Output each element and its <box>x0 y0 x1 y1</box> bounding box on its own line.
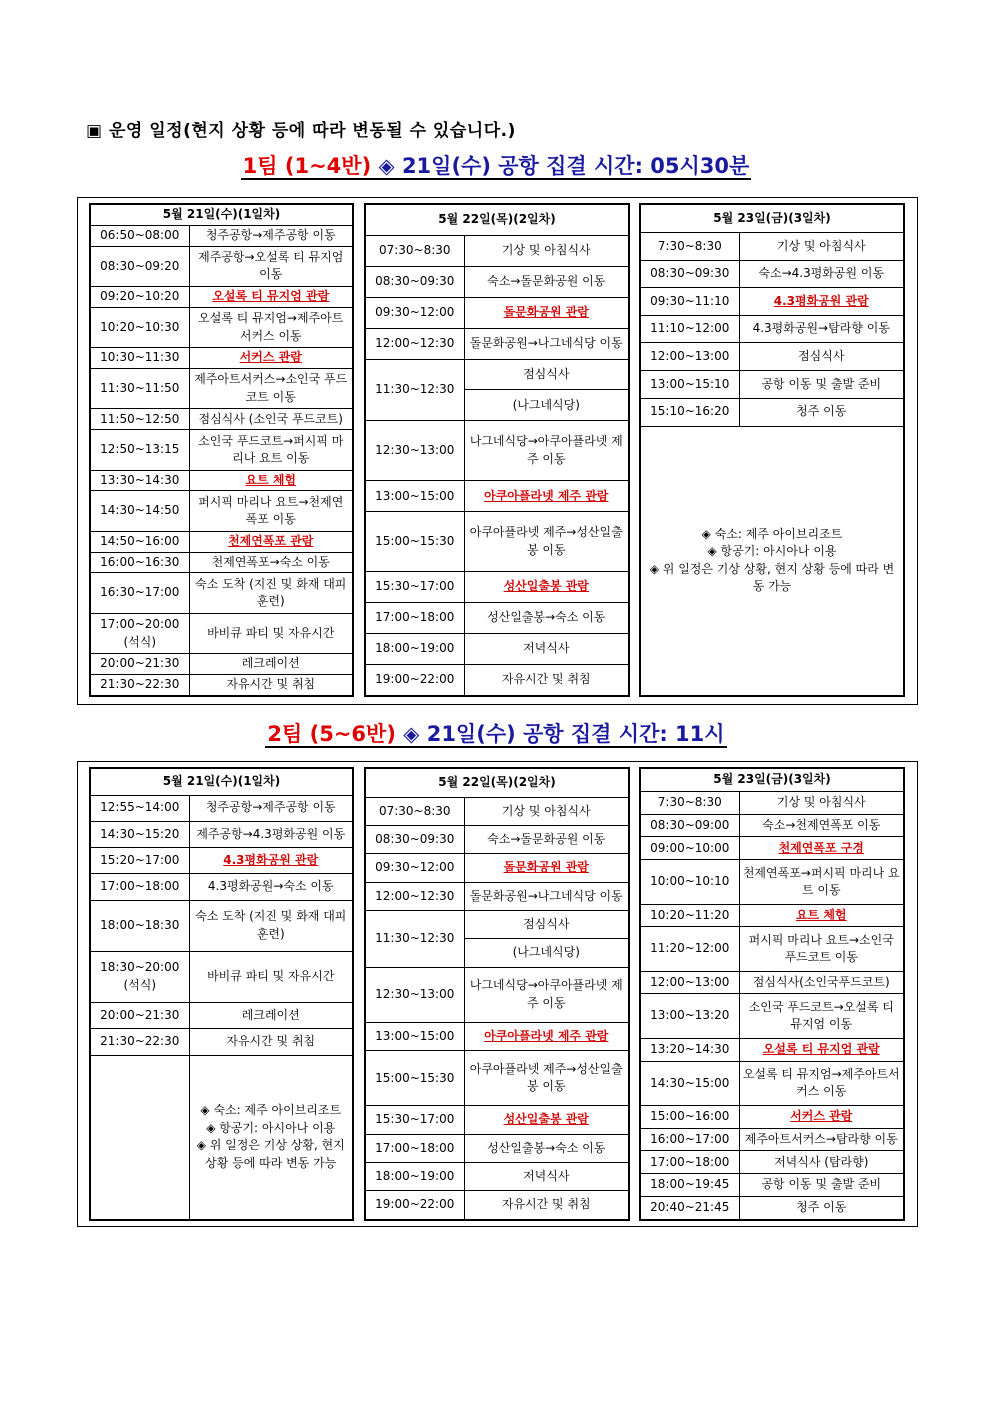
activity-cell: 오설록 티 뮤지엄→제주아트서커스 이동 <box>189 307 353 347</box>
activity-cell: 자유시간 및 취침 <box>464 1191 629 1220</box>
time-cell: 7:30~8:30 <box>640 791 739 814</box>
activity-cell: 기상 및 아침식사 <box>464 797 629 825</box>
note-item: ◈ 위 일정은 기상 상황, 현지 상황 등에 따라 변동 가능 <box>196 1138 345 1170</box>
table-row <box>640 1061 904 1105</box>
table-row <box>640 1038 904 1061</box>
table-row <box>365 1162 629 1190</box>
time-cell: 13:30~14:30 <box>90 470 189 491</box>
activity-cell: 오설록 티 뮤지엄→제주아트서커스 이동 <box>739 1061 904 1105</box>
activity-cell-highlight: 아쿠아플라넷 제주 관람 <box>464 481 629 512</box>
activity-cell: 자유시간 및 취침 <box>189 675 353 696</box>
time-cell: 07:30~8:30 <box>365 236 464 267</box>
table-row <box>640 343 904 371</box>
activity-cell-highlight: 요트 체험 <box>189 470 353 491</box>
activity-cell-highlight: 성산일출봉 관람 <box>464 572 629 603</box>
activity-cell: 성산일출봉→숙소 이동 <box>464 603 629 634</box>
table-row <box>640 315 904 343</box>
time-cell: 12:00~13:00 <box>640 971 739 994</box>
table-row <box>365 825 629 853</box>
notes-cell <box>189 1055 353 1220</box>
activity-cell: 숙소→돌문화공원 이동 <box>464 267 629 298</box>
activity-cell: 공항 이동 및 출발 준비 <box>739 371 904 399</box>
table-row <box>365 910 629 938</box>
activity-cell: 점심식사 <box>464 359 629 390</box>
time-cell: 20:00~21:30 <box>90 1002 189 1028</box>
table-row <box>90 900 353 951</box>
team2-day1-table <box>89 767 354 1221</box>
time-cell: 13:20~14:30 <box>640 1038 739 1061</box>
table-row <box>90 409 353 430</box>
table-row <box>90 225 353 246</box>
time-cell: 17:00~18:00 <box>640 1151 739 1174</box>
table-row <box>640 288 904 316</box>
day-header: 5월 22일(목)(2일차) <box>365 204 629 236</box>
team2-day2-table <box>364 767 630 1221</box>
time-cell: 13:00~15:10 <box>640 371 739 399</box>
table-row <box>365 359 629 390</box>
activity-cell: 천제연폭포→퍼시픽 마리나 요트 이동 <box>739 860 904 904</box>
time-cell: 18:00~19:45 <box>640 1174 739 1197</box>
table-row <box>640 1128 904 1151</box>
table-row <box>365 572 629 603</box>
activity-cell-highlight: 요트 체험 <box>739 904 904 927</box>
activity-cell: 저녁식사 <box>464 1162 629 1190</box>
time-cell: 09:30~12:00 <box>365 297 464 328</box>
activity-cell-highlight: 돌문화공원 관람 <box>464 297 629 328</box>
day-header: 5월 22일(목)(2일차) <box>365 768 629 797</box>
table-row <box>90 491 353 531</box>
time-cell: 09:30~12:00 <box>365 854 464 882</box>
activity-cell: 청주공항→제주공항 이동 <box>189 795 353 821</box>
table-row <box>90 654 353 675</box>
activity-cell: 숙소→돌문화공원 이동 <box>464 825 629 853</box>
activity-cell: 제주공항→4.3평화공원 이동 <box>189 821 353 847</box>
activity-cell: 숙소 도착 (지진 및 화재 대피 훈련) <box>189 573 353 613</box>
table-row <box>90 675 353 696</box>
activity-cell: 점심식사 <box>739 343 904 371</box>
time-cell: 08:30~09:30 <box>640 260 739 288</box>
table-row <box>90 246 353 286</box>
activity-cell: 제주아트서커스→탐라향 이동 <box>739 1128 904 1151</box>
table-row <box>90 348 353 369</box>
time-cell: 09:30~11:10 <box>640 288 739 316</box>
time-cell: 09:20~10:20 <box>90 287 189 308</box>
note-item: ◈ 위 일정은 기상 상황, 현지 상황 등에 따라 변동 가능 <box>649 561 895 594</box>
activity-cell: 자유시간 및 취침 <box>464 664 629 696</box>
table-row <box>365 967 629 1022</box>
table-row <box>365 603 629 634</box>
table-row <box>90 573 353 613</box>
time-cell: 13:00~15:00 <box>365 481 464 512</box>
activity-cell: 청주 이동 <box>739 398 904 426</box>
time-cell: 21:30~22:30 <box>90 675 189 696</box>
time-cell: 13:00~13:20 <box>640 994 739 1038</box>
activity-cell: 바비큐 파티 및 자유시간 <box>189 951 353 1002</box>
activity-cell: 숙소 도착 (지진 및 화재 대피 훈련) <box>189 900 353 951</box>
activity-cell-highlight: 서커스 관람 <box>189 348 353 369</box>
time-cell: 15:00~16:00 <box>640 1105 739 1128</box>
time-cell: 16:00~16:30 <box>90 552 189 573</box>
activity-cell: 공항 이동 및 출발 준비 <box>739 1174 904 1197</box>
table-row <box>90 552 353 573</box>
table-row <box>90 1029 353 1055</box>
time-cell: 21:30~22:30 <box>90 1029 189 1055</box>
team2-title-group: 2팀 (5~6반) <box>267 722 396 746</box>
activity-cell: 청주 이동 <box>739 1197 904 1220</box>
time-cell: 14:30~15:00 <box>640 1061 739 1105</box>
table-row <box>90 613 353 653</box>
table-row <box>90 369 353 409</box>
time-cell: 13:00~15:00 <box>365 1022 464 1050</box>
time-cell: 14:30~15:20 <box>90 821 189 847</box>
activity-cell-sub: (나그네식당) <box>464 390 629 421</box>
activity-cell-highlight: 오설록 티 뮤지엄 관람 <box>739 1038 904 1061</box>
time-cell: 7:30~8:30 <box>640 232 739 260</box>
activity-cell: 제주아트서커스→소인국 푸드코트 이동 <box>189 369 353 409</box>
time-cell: 11:50~12:50 <box>90 409 189 430</box>
team1-title <box>0 150 992 180</box>
table-row <box>365 633 629 664</box>
table-row <box>90 430 353 470</box>
notes-row <box>640 426 904 696</box>
team1-day3-table <box>639 203 905 697</box>
team2-day3-table <box>639 767 905 1221</box>
table-row <box>640 232 904 260</box>
table-row <box>90 951 353 1002</box>
activity-cell: 자유시간 및 취침 <box>189 1029 353 1055</box>
note-item: ◈ 숙소: 제주 아이브리조트 <box>200 1103 342 1118</box>
table-row <box>640 1197 904 1220</box>
time-cell: 08:30~09:20 <box>90 246 189 286</box>
table-row <box>640 1151 904 1174</box>
table-row <box>365 1022 629 1050</box>
time-cell: 12:50~13:15 <box>90 430 189 470</box>
time-cell: 08:30~09:00 <box>640 814 739 837</box>
table-row <box>640 814 904 837</box>
time-cell: 15:00~15:30 <box>365 1051 464 1106</box>
activity-cell: 숙소→4.3평화공원 이동 <box>739 260 904 288</box>
day-header: 5월 21일(수)(1일차) <box>90 204 353 225</box>
activity-cell-highlight: 오설록 티 뮤지엄 관람 <box>189 287 353 308</box>
table-row <box>90 531 353 552</box>
time-cell: 15:30~17:00 <box>365 1106 464 1134</box>
table-row <box>365 1191 629 1220</box>
table-row <box>640 398 904 426</box>
team1-title-group: 1팀 (1~4반) <box>242 154 372 178</box>
team1-title-meeting: ◈ 21일(수) 공항 집결 시간: 05시30분 <box>378 154 750 178</box>
note-item: ◈ 항공기: 아시아나 이용 <box>707 544 837 559</box>
table-row <box>640 260 904 288</box>
time-cell: 12:00~12:30 <box>365 882 464 910</box>
time-cell: 17:00~18:00 <box>90 874 189 900</box>
activity-cell-highlight: 4.3평화공원 관람 <box>189 848 353 874</box>
table-row <box>90 848 353 874</box>
activity-cell: 퍼시픽 마리나 요트→소인국 푸드코트 이동 <box>739 927 904 971</box>
activity-cell: 저녁식사 (탐라향) <box>739 1151 904 1174</box>
day-header: 5월 23일(금)(3일차) <box>640 768 904 791</box>
time-cell: 08:30~09:30 <box>365 825 464 853</box>
activity-cell: 돌문화공원→나그네식당 이동 <box>464 882 629 910</box>
activity-cell: 청주공항→제주공항 이동 <box>189 225 353 246</box>
table-row <box>90 874 353 900</box>
time-cell: 10:20~11:20 <box>640 904 739 927</box>
day-header: 5월 23일(금)(3일차) <box>640 204 904 232</box>
table-row <box>365 236 629 267</box>
activity-cell-highlight: 서커스 관람 <box>739 1105 904 1128</box>
time-cell: 15:20~17:00 <box>90 848 189 874</box>
note-item: ◈ 숙소: 제주 아이브리조트 <box>701 526 843 541</box>
activity-cell: 저녁식사 <box>464 633 629 664</box>
time-cell: 17:00~18:00 <box>365 1134 464 1162</box>
time-cell: 18:00~18:30 <box>90 900 189 951</box>
activity-cell: 점심식사 (소인국 푸드코트) <box>189 409 353 430</box>
activity-cell: 점심식사 <box>464 910 629 938</box>
activity-cell: 천제연폭포→숙소 이동 <box>189 552 353 573</box>
table-row <box>640 927 904 971</box>
notes-cell <box>640 426 904 696</box>
time-cell: 18:00~19:00 <box>365 1162 464 1190</box>
table-row <box>365 1134 629 1162</box>
activity-cell-highlight: 아쿠아플라넷 제주 관람 <box>464 1022 629 1050</box>
table-row <box>90 795 353 821</box>
time-cell: 15:10~16:20 <box>640 398 739 426</box>
time-cell: 06:50~08:00 <box>90 225 189 246</box>
time-cell: 11:10~12:00 <box>640 315 739 343</box>
table-row <box>365 481 629 512</box>
time-cell: 14:30~14:50 <box>90 491 189 531</box>
time-cell: 17:00~18:00 <box>365 603 464 634</box>
table-row <box>640 971 904 994</box>
team1-day2-table <box>364 203 630 697</box>
time-cell: 19:00~22:00 <box>365 664 464 696</box>
table-row <box>365 297 629 328</box>
time-cell: 12:55~14:00 <box>90 795 189 821</box>
activity-cell-highlight: 돌문화공원 관람 <box>464 854 629 882</box>
time-cell: 11:20~12:00 <box>640 927 739 971</box>
activity-cell: 4.3평화공원→탐라향 이동 <box>739 315 904 343</box>
table-row <box>90 470 353 491</box>
activity-cell: 기상 및 아침식사 <box>739 791 904 814</box>
time-cell: 20:40~21:45 <box>640 1197 739 1220</box>
time-cell: 12:30~13:00 <box>365 421 464 481</box>
team1-day1-table <box>89 203 354 697</box>
activity-cell: 퍼시픽 마리나 요트→천제연폭포 이동 <box>189 491 353 531</box>
table-row <box>365 1051 629 1106</box>
table-row <box>640 1174 904 1197</box>
activity-cell: 레크레이션 <box>189 654 353 675</box>
activity-cell: 나그네식당→아쿠아플라넷 제주 이동 <box>464 421 629 481</box>
time-cell: 11:30~12:30 <box>365 910 464 967</box>
activity-cell: 레크레이션 <box>189 1002 353 1028</box>
activity-cell: 돌문화공원→나그네식당 이동 <box>464 328 629 359</box>
activity-cell: 바비큐 파티 및 자유시간 <box>189 613 353 653</box>
time-cell: 16:30~17:00 <box>90 573 189 613</box>
table-row <box>365 421 629 481</box>
table-row <box>640 860 904 904</box>
activity-cell: 나그네식당→아쿠아플라넷 제주 이동 <box>464 967 629 1022</box>
team2-title <box>0 718 992 748</box>
day-header: 5월 21일(수)(1일차) <box>90 768 353 795</box>
activity-cell-sub: (나그네식당) <box>464 939 629 967</box>
activity-cell: 기상 및 아침식사 <box>739 232 904 260</box>
activity-cell: 아쿠아플라넷 제주→성산일출봉 이동 <box>464 512 629 572</box>
activity-cell: 4.3평화공원→숙소 이동 <box>189 874 353 900</box>
time-cell: 15:00~15:30 <box>365 512 464 572</box>
table-row <box>365 512 629 572</box>
activity-cell: 점심식사(소인국푸드코트) <box>739 971 904 994</box>
time-cell: 15:30~17:00 <box>365 572 464 603</box>
table-row <box>640 904 904 927</box>
time-cell: 14:50~16:00 <box>90 531 189 552</box>
time-cell: 10:00~10:10 <box>640 860 739 904</box>
table-row <box>365 797 629 825</box>
time-cell: 12:30~13:00 <box>365 967 464 1022</box>
activity-cell: 아쿠아플라넷 제주→성산일출봉 이동 <box>464 1051 629 1106</box>
table-row <box>90 287 353 308</box>
notes-blank-cell <box>90 1055 189 1220</box>
table-row <box>640 1105 904 1128</box>
activity-cell-highlight: 천제연폭포 관람 <box>189 531 353 552</box>
time-cell: 08:30~09:30 <box>365 267 464 298</box>
activity-cell: 기상 및 아침식사 <box>464 236 629 267</box>
note-item: ◈ 항공기: 아시아나 이용 <box>206 1120 336 1135</box>
time-cell: 16:00~17:00 <box>640 1128 739 1151</box>
table-row <box>90 1002 353 1028</box>
table-row <box>365 854 629 882</box>
time-cell: 12:00~13:00 <box>640 343 739 371</box>
notes-row <box>90 1055 353 1220</box>
section-heading: ▣ 운영 일정(현지 상황 등에 따라 변동될 수 있습니다.) <box>86 121 516 141</box>
table-row <box>365 267 629 298</box>
activity-cell-highlight: 성산일출봉 관람 <box>464 1106 629 1134</box>
activity-cell: 숙소→천제연폭포 이동 <box>739 814 904 837</box>
table-row <box>90 821 353 847</box>
activity-cell: 소인국 푸드코트→오설록 티 뮤지엄 이동 <box>739 994 904 1038</box>
time-cell: 18:00~19:00 <box>365 633 464 664</box>
activity-cell: 성산일출봉→숙소 이동 <box>464 1134 629 1162</box>
time-cell: 10:30~11:30 <box>90 348 189 369</box>
table-row <box>640 371 904 399</box>
time-cell: 10:20~10:30 <box>90 307 189 347</box>
table-row <box>90 307 353 347</box>
table-row <box>365 328 629 359</box>
table-row <box>365 1106 629 1134</box>
time-cell: 20:00~21:30 <box>90 654 189 675</box>
time-cell: 07:30~8:30 <box>365 797 464 825</box>
time-cell: 17:00~20:00 (석식) <box>90 613 189 653</box>
table-row <box>365 664 629 696</box>
time-cell: 11:30~12:30 <box>365 359 464 421</box>
time-cell: 11:30~11:50 <box>90 369 189 409</box>
table-row <box>640 837 904 860</box>
time-cell: 12:00~12:30 <box>365 328 464 359</box>
team2-title-meeting: ◈ 21일(수) 공항 집결 시간: 11시 <box>403 722 725 746</box>
time-cell: 09:00~10:00 <box>640 837 739 860</box>
table-row <box>640 994 904 1038</box>
activity-cell-highlight: 천제연폭포 구경 <box>739 837 904 860</box>
table-row <box>640 791 904 814</box>
time-cell: 18:30~20:00 (석식) <box>90 951 189 1002</box>
time-cell: 19:00~22:00 <box>365 1191 464 1220</box>
activity-cell: 제주공항→오설록 티 뮤지엄 이동 <box>189 246 353 286</box>
activity-cell: 소인국 푸드코트→퍼시픽 마리나 요트 이동 <box>189 430 353 470</box>
table-row <box>365 882 629 910</box>
activity-cell-highlight: 4.3평화공원 관람 <box>739 288 904 316</box>
